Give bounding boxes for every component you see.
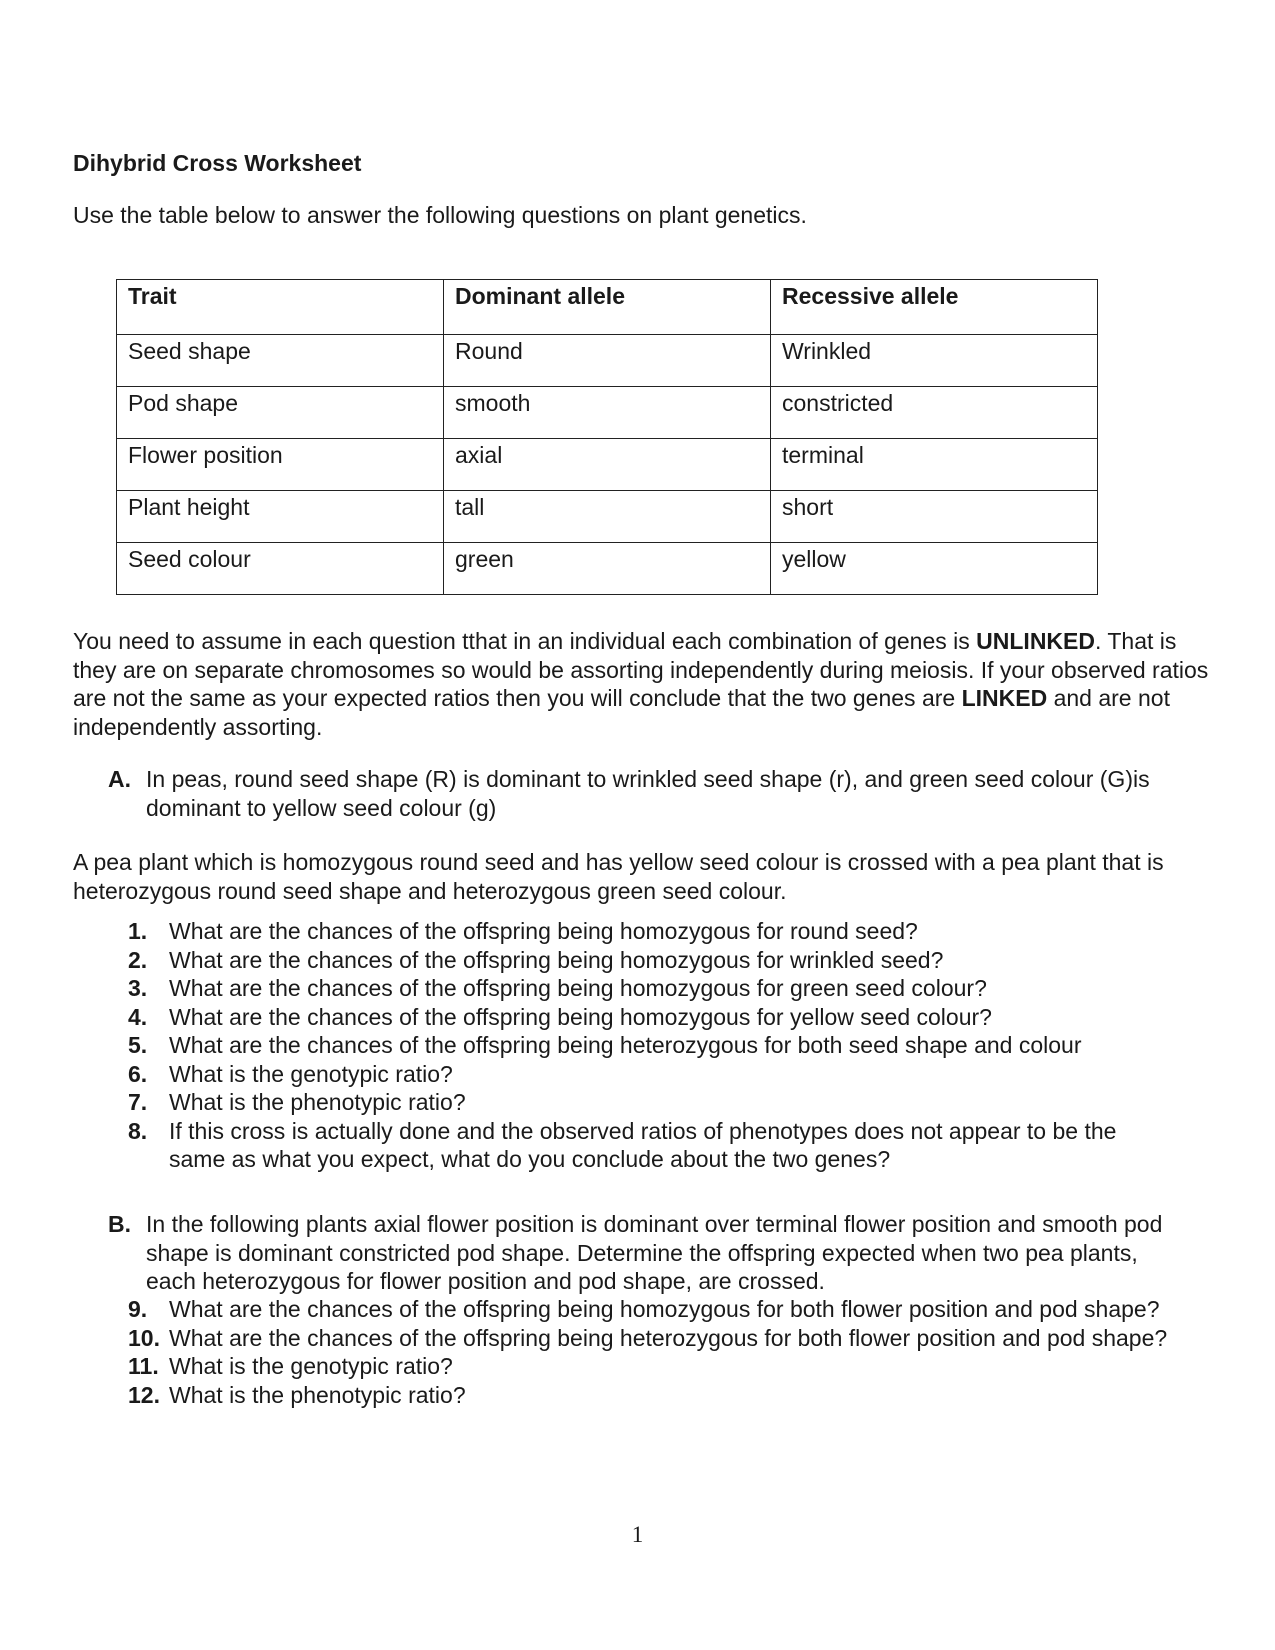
question-number: 12.: [128, 1381, 160, 1408]
table-cell: Round: [444, 335, 771, 387]
question-item: [128, 1381, 1178, 1410]
question-item: [128, 946, 1178, 975]
question-text: If this cross is actually done and the observed ratios of phenotypes does not appear to be the same as what you expect, what do you conclude about the two genes?: [169, 1117, 1117, 1172]
linked-term: LINKED: [961, 685, 1048, 711]
section-a-questions: [128, 917, 1178, 1174]
traits-table: [116, 279, 1098, 595]
question-item: [128, 917, 1178, 946]
question-item: [128, 1324, 1178, 1353]
section-b-heading: [108, 1210, 1188, 1296]
table-cell: yellow: [771, 543, 1098, 595]
table-row: [117, 543, 1098, 595]
section-a-heading: [108, 765, 1188, 822]
table-cell: terminal: [771, 439, 1098, 491]
question-item: [128, 974, 1178, 1003]
intro-text: Use the table below to answer the following questions on plant genetics.: [73, 202, 807, 228]
question-number: 7.: [128, 1089, 148, 1115]
table-cell: Seed colour: [117, 543, 444, 595]
assumption-paragraph: [73, 627, 1213, 741]
question-item: [128, 1003, 1178, 1032]
question-number: 4.: [128, 1003, 148, 1030]
question-text: What are the chances of the offspring being homozygous for wrinkled seed?: [169, 946, 944, 973]
question-number: 1.: [128, 918, 148, 944]
question-text: What are the chances of the offspring being heterozygous for both flower position and pod shape?: [169, 1324, 1168, 1351]
question-text: What is the phenotypic ratio?: [169, 1089, 466, 1115]
question-number: 3.: [128, 975, 148, 1001]
section-a-text: In peas, round seed shape (R) is dominant to wrinkled seed shape (r), and green seed colour (G)is dominant to yellow seed colour (g): [146, 766, 1150, 821]
table-cell: short: [771, 491, 1098, 543]
question-item: [128, 1031, 1178, 1060]
table-cell: axial: [444, 439, 771, 491]
column-header-trait: Trait: [117, 280, 444, 335]
question-text: What are the chances of the offspring being homozygous for round seed?: [169, 918, 918, 944]
question-number: 2.: [128, 946, 148, 973]
question-item: [128, 1117, 1178, 1174]
question-number: 10.: [128, 1324, 160, 1351]
question-item: [128, 1295, 1178, 1324]
table-cell: Flower position: [117, 439, 444, 491]
table-cell: Pod shape: [117, 387, 444, 439]
table-cell: smooth: [444, 387, 771, 439]
table-row: [117, 491, 1098, 543]
table-row: [117, 387, 1098, 439]
assumption-text-2: . That is they are on separate chromosomes so would be assorting independently during meiosis. If your observed ratios are not the same as your expected ratios then you will conclude that the two genes are: [73, 628, 1209, 711]
table-cell: tall: [444, 491, 771, 543]
table-header-row: [117, 280, 1098, 335]
section-a-scenario: A pea plant which is homozygous round seed and has yellow seed colour is crossed with a pea plant that is heterozygous round seed shape and heterozygous green seed colour.: [73, 849, 1164, 904]
question-text: What are the chances of the offspring being homozygous for both flower position and pod shape?: [169, 1296, 1160, 1322]
page-number: 1: [631, 1522, 644, 1547]
question-text: What is the phenotypic ratio?: [169, 1381, 466, 1408]
section-a-letter: A.: [108, 766, 131, 792]
table-row: [117, 335, 1098, 387]
question-number: 9.: [128, 1296, 148, 1322]
question-number: 6.: [128, 1060, 148, 1087]
unlinked-term: UNLINKED: [976, 628, 1095, 654]
question-text: What is the genotypic ratio?: [169, 1353, 453, 1379]
question-item: [128, 1060, 1178, 1089]
table-row: [117, 439, 1098, 491]
section-b-questions: [128, 1295, 1178, 1409]
question-number: 8.: [128, 1117, 148, 1144]
column-header-recessive: Recessive allele: [771, 280, 1098, 335]
question-item: [128, 1088, 1178, 1117]
assumption-text-3: and are not independently assorting.: [73, 685, 1170, 740]
question-text: What are the chances of the offspring being homozygous for yellow seed colour?: [169, 1003, 992, 1030]
table-cell: green: [444, 543, 771, 595]
table-cell: Wrinkled: [771, 335, 1098, 387]
column-header-dominant: Dominant allele: [444, 280, 771, 335]
table-cell: Seed shape: [117, 335, 444, 387]
question-number: 5.: [128, 1032, 148, 1058]
assumption-text-1: You need to assume in each question tthat in an individual each combination of genes is: [73, 628, 977, 654]
section-b-letter: B.: [108, 1211, 131, 1237]
question-text: What are the chances of the offspring being homozygous for green seed colour?: [169, 975, 987, 1001]
table-cell: Plant height: [117, 491, 444, 543]
question-item: [128, 1352, 1178, 1381]
page-title: Dihybrid Cross Worksheet: [73, 150, 362, 176]
table-cell: constricted: [771, 387, 1098, 439]
section-b-text: In the following plants axial flower position is dominant over terminal flower position and smooth pod shape is dominant constricted pod shape. Determine the offspring expected when two pea plants, each heterozygous for flower position and pod shape, are crossed.: [146, 1211, 1163, 1294]
question-text: What are the chances of the offspring being heterozygous for both seed shape and colour: [169, 1032, 1082, 1058]
question-number: 11.: [128, 1353, 159, 1379]
question-text: What is the genotypic ratio?: [169, 1060, 453, 1087]
